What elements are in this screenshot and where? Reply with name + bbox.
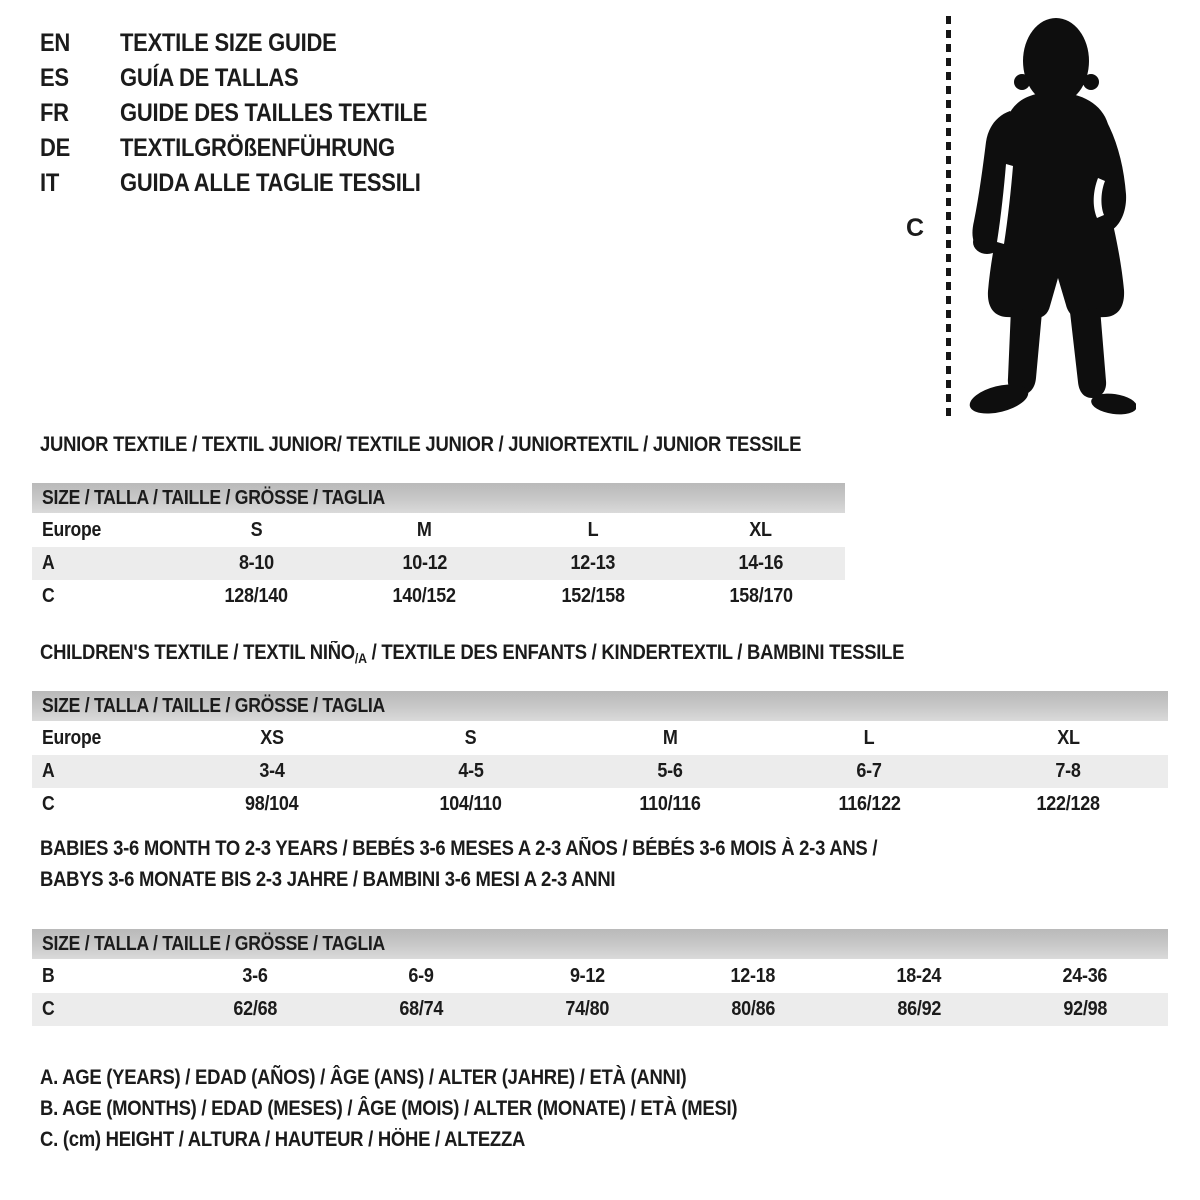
value-cell: 122/128 [1036,793,1101,815]
junior-section-title-text: JUNIOR TEXTILE / TEXTIL JUNIOR/ TEXTILE JUNIOR / JUNIORTEXTIL / JUNIOR TESSILE [40,433,802,456]
value-cell: 9-12 [569,964,605,987]
value-cell: 6-9 [408,964,434,987]
table-row-height-cm [32,788,1168,821]
row-label: C [42,998,55,1020]
value-cell: 7-8 [1055,760,1082,782]
legend-line-a: A. AGE (YEARS) / EDAD (AÑOS) / ÂGE (ANS) / ALTER (JAHRE) / ETÀ (ANNI) [40,1066,687,1089]
value-cell: 86/92 [897,998,941,1020]
babies-title-line2: BABYS 3-6 MONATE BIS 2-3 JAHRE / BAMBINI 3-6 MESI A 2-3 ANNI [40,868,616,891]
value-cell: 3-4 [258,760,285,782]
value-cell: 18-24 [896,964,942,987]
table-row-sizes [32,513,845,547]
value-cell: 62/68 [233,998,277,1020]
children-title-subscript: /A [354,650,367,666]
toddler-silhouette-image [966,16,1136,418]
legend-line-c: C. (cm) HEIGHT / ALTURA / HAUTEUR / HÖHE / ALTEZZA [40,1128,526,1151]
guide-title-en: TEXTILE SIZE GUIDE [120,29,337,57]
value-cell: 10-12 [402,552,447,574]
babies-title-line1: BABIES 3-6 MONTH TO 2-3 YEARS / BEBÉS 3-6 MESES A 2-3 AÑOS / BÉBÉS 3-6 MOIS À 2-3 ANS / [40,837,878,860]
value-cell: 74/80 [565,998,609,1020]
value-cell: 12-13 [570,552,615,574]
legend-line-b: B. AGE (MONTHS) / EDAD (MESES) / ÂGE (MOIS) / ALTER (MONATE) / ETÀ (MESI) [40,1097,738,1120]
value-cell: 92/98 [1063,998,1107,1020]
table-row-age-years [32,547,845,580]
children-size-table [32,691,1168,821]
language-row-en [40,26,469,61]
language-code: FR [40,99,69,127]
guide-title-de: TEXTILGRÖßENFÜHRUNG [120,134,395,162]
size-cell: XS [259,726,284,749]
row-label: C [42,793,55,815]
value-cell: 24-36 [1062,964,1108,987]
value-cell: 98/104 [244,793,299,815]
language-code: IT [40,169,60,197]
guide-title-it: GUIDA ALLE TAGLIE TESSILI [120,169,421,197]
value-cell: 4-5 [458,760,484,782]
value-cell: 12-18 [730,964,776,987]
guide-title-fr: GUIDE DES TAILLES TEXTILE [120,99,428,127]
value-cell: 158/170 [729,585,793,607]
size-header-text: SIZE / TALLA / TAILLE / GRÖSSE / TAGLIA [42,487,386,509]
size-cell: L [863,726,875,749]
language-row-fr [40,96,469,131]
value-cell: 128/140 [224,585,288,607]
junior-size-table-header [32,483,845,513]
value-cell: 80/86 [731,998,775,1020]
table-row-age-months [32,959,1168,993]
table-row-height-cm [32,993,1168,1026]
value-cell: 104/110 [439,793,502,815]
value-cell: 3-6 [242,964,268,987]
row-label: C [42,585,55,607]
value-cell: 8-10 [238,552,274,574]
size-cell: S [464,726,477,749]
row-label: B [42,964,55,987]
region-label: Europe [42,726,102,749]
language-code: DE [40,134,71,162]
children-section-title [40,640,1022,671]
children-title-suffix: / TEXTILE DES ENFANTS / KINDERTEXTIL / BAMBINI TESSILE [366,641,905,664]
guide-title-es: GUÍA DE TALLAS [120,64,299,92]
row-label: A [42,760,55,782]
value-cell: 14-16 [738,552,784,574]
junior-size-table [32,483,845,613]
size-cell: XL [1057,726,1080,749]
babies-size-table-header [32,929,1168,959]
value-cell: 110/116 [639,793,701,815]
value-cell: 5-6 [657,760,683,782]
children-size-table-header [32,691,1168,721]
value-cell: 68/74 [399,998,443,1020]
value-cell: 116/122 [838,793,901,815]
size-cell: S [250,518,262,541]
value-cell: 140/152 [392,585,456,607]
language-row-it [40,166,469,201]
height-dashed-line [946,16,951,418]
size-header-text: SIZE / TALLA / TAILLE / GRÖSSE / TAGLIA [42,933,386,955]
junior-section-title [40,432,905,457]
language-code: ES [40,64,69,92]
size-header-text: SIZE / TALLA / TAILLE / GRÖSSE / TAGLIA [42,695,386,717]
size-cell: XL [749,518,773,541]
table-row-sizes [32,721,1168,755]
language-title-block [40,26,469,201]
size-cell: M [417,518,432,541]
row-label: A [42,552,55,574]
value-cell: 6-7 [856,760,882,782]
table-row-height-cm [32,580,845,613]
babies-section-title [40,833,991,895]
size-cell: L [587,518,598,541]
children-section-title-text [40,640,904,671]
region-label: Europe [42,518,102,541]
size-cell: M [662,726,678,749]
language-row-de [40,131,469,166]
height-measure-label: C [906,214,925,242]
language-code: EN [40,29,71,57]
babies-size-table [32,929,1168,1026]
language-row-es [40,61,469,96]
value-cell: 152/158 [561,585,625,607]
measure-legend [40,1062,832,1155]
table-row-age-years [32,755,1168,788]
children-title-prefix: CHILDREN'S TEXTILE / TEXTIL NIÑO [40,641,355,664]
